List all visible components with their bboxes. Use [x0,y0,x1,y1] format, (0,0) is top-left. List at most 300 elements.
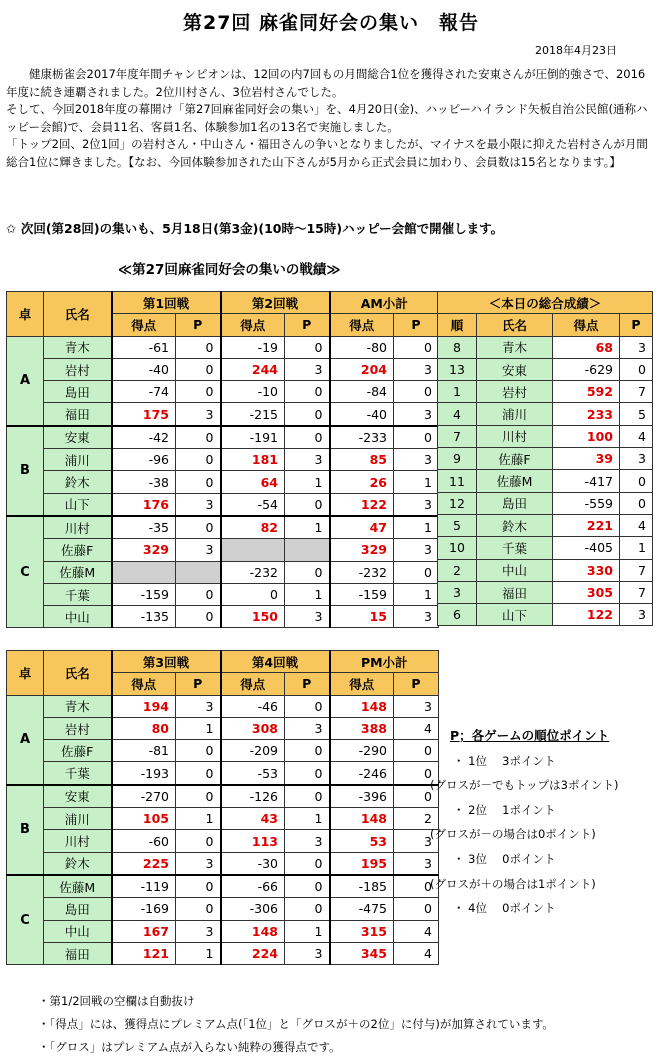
player-name-cell: 青木 [44,336,112,358]
player-name-cell: 島田 [44,381,112,403]
player-name-cell: 島田 [477,492,553,514]
subtotal-points-cell: 3 [394,539,439,561]
next-meeting-announcement: ✩ 次回(第28回)の集いも、5月18日(第3金)(10時～15時)ハッピー会館で開催します。 [6,221,504,236]
table-row [438,537,653,559]
table-row [7,808,439,830]
table-group-cell: B [7,426,44,516]
total-score-cell: 68 [553,336,620,358]
subtotal-points-cell: 2 [394,808,439,830]
points-cell: 0 [285,561,330,583]
rank-cell: 5 [438,514,477,536]
subtotal-score-cell: -80 [330,336,394,358]
results-title: ≪第27回麻雀同好会の集いの戦績≫ [118,262,341,278]
score-cell: -40 [112,358,176,380]
total-score-cell: 221 [553,514,620,536]
score-cell: 308 [221,717,285,739]
total-score-cell: 100 [553,425,620,447]
points-cell: 0 [285,762,330,785]
points-cell: 0 [285,740,330,762]
score-cell: 148 [221,920,285,942]
total-points-cell: 0 [620,470,653,492]
subtotal-score-cell: -40 [330,403,394,426]
points-cell: 0 [285,493,330,516]
rank-cell: 13 [438,358,477,380]
subtotal-score-cell: -475 [330,898,394,920]
score-cell: -61 [112,336,176,358]
table-row [7,583,439,605]
score-cell: -19 [221,336,285,358]
table-row [438,604,653,626]
score-cell: 194 [112,695,176,717]
player-name-cell: 佐藤M [477,470,553,492]
total-points-cell: 0 [620,358,653,380]
header-subtotal: PM小計 [330,651,439,673]
player-name-cell: 福田 [44,942,112,964]
table-row [438,358,653,380]
score-cell: -53 [221,762,285,785]
score-cell: -126 [221,785,285,808]
legend-line: ・ 1位 3ポイント [453,753,556,768]
table-row [438,559,653,581]
intro-text [6,66,656,171]
points-cell: 3 [285,606,330,628]
am-results-table [6,291,439,628]
header-score: 得点 [330,673,394,695]
points-cell: 0 [176,336,221,358]
total-points-cell: 4 [620,514,653,536]
total-points-cell: 4 [620,425,653,447]
points-cell: 0 [176,875,221,898]
player-name-cell: 川村 [477,425,553,447]
legend-line: ・ 4位 0ポイント [453,901,556,916]
subtotal-score-cell: 329 [330,539,394,561]
player-name-cell: 安東 [477,358,553,380]
header-score: 得点 [112,314,176,336]
score-cell: 121 [112,942,176,964]
points-cell: 0 [176,785,221,808]
table-group-cell: B [7,785,44,875]
subtotal-score-cell: 53 [330,830,394,852]
player-name-cell: 浦川 [44,808,112,830]
subtotal-points-cell: 0 [394,898,439,920]
score-cell: -35 [112,516,176,539]
total-score-cell: 305 [553,581,620,603]
subtotal-score-cell: -185 [330,875,394,898]
subtotal-score-cell: -290 [330,740,394,762]
subtotal-points-cell: 0 [394,336,439,358]
subtotal-score-cell: 345 [330,942,394,964]
points-cell: 0 [176,516,221,539]
total-table-title: ＜本日の総合成績＞ [438,292,653,314]
points-cell: 3 [176,539,221,561]
points-cell: 0 [176,898,221,920]
rank-cell: 8 [438,336,477,358]
score-cell: -81 [112,740,176,762]
table-row [7,403,439,426]
points-cell: 0 [176,762,221,785]
table-row [438,336,653,358]
table-row [7,875,439,898]
score-cell: 64 [221,471,285,493]
score-cell: 244 [221,358,285,380]
table-group-cell: A [7,336,44,426]
total-score-cell: -405 [553,537,620,559]
points-cell: 0 [285,875,330,898]
subtotal-score-cell: 15 [330,606,394,628]
legend-line: ・ 2位 1ポイント [453,802,556,817]
rank-cell: 6 [438,604,477,626]
score-cell: -306 [221,898,285,920]
rank-cell: 9 [438,448,477,470]
score-cell: -191 [221,426,285,449]
score-cell: -66 [221,875,285,898]
header-game3: 第3回戦 [112,651,221,673]
subtotal-score-cell: -159 [330,583,394,605]
subtotal-points-cell: 0 [394,426,439,449]
player-name-cell: 佐藤F [44,539,112,561]
table-row [438,492,653,514]
subtotal-points-cell: 3 [394,830,439,852]
points-cell: 0 [285,336,330,358]
player-name-cell: 中山 [44,606,112,628]
score-cell: 82 [221,516,285,539]
points-cell: 1 [285,583,330,605]
header-score: 得点 [112,673,176,695]
player-name-cell: 浦川 [44,449,112,471]
total-points-cell: 3 [620,336,653,358]
table-row [7,740,439,762]
subtotal-score-cell: 195 [330,852,394,875]
points-cell: 0 [285,852,330,875]
subtotal-points-cell: 0 [394,740,439,762]
score-cell [221,539,285,561]
total-points-cell: 0 [620,492,653,514]
table-row [7,539,439,561]
footnotes [38,990,554,1059]
player-name-cell: 中山 [477,559,553,581]
score-cell: 329 [112,539,176,561]
header-table: 卓 [7,292,44,337]
subtotal-points-cell: 0 [394,381,439,403]
score-cell: -96 [112,449,176,471]
points-cell: 0 [176,606,221,628]
subtotal-score-cell: -396 [330,785,394,808]
table-row [7,852,439,875]
points-cell: 0 [285,695,330,717]
player-name-cell: 山下 [44,493,112,516]
subtotal-points-cell: 4 [394,717,439,739]
points-cell: 0 [176,740,221,762]
score-cell: -42 [112,426,176,449]
score-cell: 105 [112,808,176,830]
table-group-cell: C [7,516,44,628]
legend-line: (グロスが－でもトップは3ポイント) [430,778,619,793]
total-score-cell: 122 [553,604,620,626]
subtotal-score-cell: 85 [330,449,394,471]
points-legend [428,724,618,921]
report-date: 2018年4月23日 [535,44,617,57]
points-cell: 1 [176,717,221,739]
player-name-cell: 青木 [44,695,112,717]
total-points-cell: 1 [620,537,653,559]
score-cell: 43 [221,808,285,830]
table-row [7,785,439,808]
page-title: 第27回 麻雀同好会の集い 報告 [182,12,480,34]
table-row [438,403,653,425]
player-name-cell: 岩村 [44,717,112,739]
score-cell: 176 [112,493,176,516]
points-cell [176,561,221,583]
intro-paragraph: そして、今回2018年度の幕開け「第27回麻雀同好会の集い」を、4月20日(金)、ハッピーハイランド矢板自治公民館(通称ハッピー会館)で、会員11名、客員1名、体験参加1名の13名で実施しました。 [6,102,648,134]
points-cell: 0 [285,381,330,403]
points-cell: 3 [285,449,330,471]
points-cell: 0 [285,898,330,920]
subtotal-score-cell: 47 [330,516,394,539]
player-name-cell: 鈴木 [44,471,112,493]
total-score-cell: -629 [553,358,620,380]
player-name-cell: 佐藤M [44,875,112,898]
table-group-cell: A [7,695,44,785]
score-cell: -232 [221,561,285,583]
table-row [7,898,439,920]
points-cell: 3 [285,830,330,852]
score-cell: 224 [221,942,285,964]
points-cell: 3 [176,493,221,516]
table-row [7,942,439,964]
subtotal-score-cell: -233 [330,426,394,449]
subtotal-points-cell: 1 [394,516,439,539]
score-cell: -74 [112,381,176,403]
points-cell: 3 [176,695,221,717]
player-name-cell: 鈴木 [477,514,553,536]
total-score-cell: 39 [553,448,620,470]
table-row [438,381,653,403]
points-cell: 0 [176,471,221,493]
player-name-cell: 佐藤M [44,561,112,583]
player-name-cell: 佐藤F [477,448,553,470]
total-points-cell: 7 [620,381,653,403]
score-cell: -10 [221,381,285,403]
subtotal-points-cell: 4 [394,942,439,964]
footnote: ・「グロス」はプレミアム点が入らない純粋の獲得点です。 [38,1040,341,1054]
subtotal-points-cell: 0 [394,762,439,785]
points-cell: 3 [176,920,221,942]
score-cell: -169 [112,898,176,920]
subtotal-score-cell: -246 [330,762,394,785]
points-cell: 1 [285,920,330,942]
score-cell: 181 [221,449,285,471]
score-cell: 225 [112,852,176,875]
subtotal-points-cell: 3 [394,403,439,426]
footnote: ・第1/2回戦の空欄は自動抜け [38,994,195,1008]
subtotal-score-cell: 122 [330,493,394,516]
points-cell: 3 [285,717,330,739]
table-row [7,695,439,717]
points-cell: 0 [176,449,221,471]
player-name-cell: 岩村 [44,358,112,380]
subtotal-points-cell: 0 [394,875,439,898]
subtotal-score-cell: -84 [330,381,394,403]
legend-line: (グロスが＋の場合は1ポイント) [430,876,596,891]
header-points: P [394,673,439,695]
points-cell: 1 [285,471,330,493]
header-table: 卓 [7,651,44,696]
subtotal-points-cell: 3 [394,358,439,380]
player-name-cell: 福田 [477,581,553,603]
score-cell: 150 [221,606,285,628]
rank-cell: 7 [438,425,477,447]
score-cell: -270 [112,785,176,808]
score-cell: -119 [112,875,176,898]
player-name-cell: 山下 [477,604,553,626]
score-cell: 0 [221,583,285,605]
header-game4: 第4回戦 [221,651,330,673]
subtotal-points-cell: 3 [394,852,439,875]
points-cell: 1 [285,808,330,830]
score-cell: -60 [112,830,176,852]
player-name-cell: 青木 [477,336,553,358]
header-score: 得点 [221,314,285,336]
subtotal-points-cell: 1 [394,583,439,605]
player-name-cell: 浦川 [477,403,553,425]
score-cell: 113 [221,830,285,852]
points-cell: 0 [285,785,330,808]
points-cell: 0 [176,381,221,403]
score-cell: -209 [221,740,285,762]
header-name: 氏名 [477,314,553,336]
points-cell: 0 [176,358,221,380]
points-cell: 1 [176,808,221,830]
score-cell: -30 [221,852,285,875]
player-name-cell: 福田 [44,403,112,426]
points-cell: 0 [176,830,221,852]
header-points: P [285,314,330,336]
intro-paragraph: 「トップ2回、2位1回」の岩村さん・中山さん・福田さんの争いとなりましたが、マイナスを最小限に抑えた岩村さんが月間総合1位に輝きました。【なお、今回体験参加された山下さんが5月から正式会員に加わり、会員数は15名となります。】 [6,137,648,169]
points-cell: 0 [285,426,330,449]
rank-cell: 3 [438,581,477,603]
header-name: 氏名 [44,292,112,337]
table-row [7,471,439,493]
table-row [7,381,439,403]
table-row [438,425,653,447]
points-cell: 3 [285,942,330,964]
points-cell: 0 [176,426,221,449]
table-row [7,762,439,785]
table-row [7,830,439,852]
score-cell: 80 [112,717,176,739]
pm-results-table [6,650,439,965]
header-name: 氏名 [44,651,112,696]
player-name-cell: 島田 [44,898,112,920]
total-points-cell: 3 [620,604,653,626]
total-score-cell: 233 [553,403,620,425]
total-score-cell: 592 [553,381,620,403]
points-cell: 3 [285,358,330,380]
table-row [438,470,653,492]
table-row [438,448,653,470]
player-name-cell: 安東 [44,426,112,449]
score-cell: -159 [112,583,176,605]
player-name-cell: 佐藤F [44,740,112,762]
rank-cell: 10 [438,537,477,559]
total-points-cell: 5 [620,403,653,425]
header-game1: 第1回戦 [112,292,221,314]
player-name-cell: 千葉 [44,762,112,785]
legend-line: (グロスが－の場合は0ポイント) [430,827,596,842]
table-row [7,426,439,449]
subtotal-score-cell: 315 [330,920,394,942]
subtotal-points-cell: 0 [394,561,439,583]
table-row [7,516,439,539]
subtotal-score-cell: 26 [330,471,394,493]
table-row [7,358,439,380]
points-cell: 1 [285,516,330,539]
legend-title: P；各ゲームの順位ポイント [450,728,610,743]
total-results-table [437,291,653,626]
score-cell: -193 [112,762,176,785]
score-cell: -54 [221,493,285,516]
subtotal-points-cell: 3 [394,695,439,717]
score-cell: -215 [221,403,285,426]
table-row [7,561,439,583]
header-subtotal: AM小計 [330,292,439,314]
total-score-cell: -559 [553,492,620,514]
subtotal-points-cell: 0 [394,785,439,808]
rank-cell: 11 [438,470,477,492]
header-points: P [620,314,653,336]
subtotal-points-cell: 3 [394,493,439,516]
subtotal-points-cell: 4 [394,920,439,942]
subtotal-score-cell: 204 [330,358,394,380]
table-row [7,449,439,471]
player-name-cell: 千葉 [477,537,553,559]
table-row [438,514,653,536]
header-rank: 順 [438,314,477,336]
subtotal-score-cell: 148 [330,695,394,717]
player-name-cell: 千葉 [44,583,112,605]
intro-paragraph: 健康栃雀会2017年度年間チャンピオンは、12回の内7回もの月間総合1位を獲得された安東さんが圧倒的強さで、2016年度に続き連覇されました。2位川村さん、3位岩村さんでした。 [6,67,646,99]
points-cell: 0 [285,403,330,426]
table-row [7,606,439,628]
subtotal-points-cell: 1 [394,471,439,493]
header-points: P [394,314,439,336]
table-row [7,717,439,739]
table-group-cell: C [7,875,44,965]
player-name-cell: 岩村 [477,381,553,403]
subtotal-score-cell: 388 [330,717,394,739]
points-cell: 1 [176,942,221,964]
points-cell: 3 [176,852,221,875]
subtotal-points-cell: 3 [394,606,439,628]
player-name-cell: 川村 [44,516,112,539]
points-cell: 3 [176,403,221,426]
rank-cell: 4 [438,403,477,425]
total-score-cell: 330 [553,559,620,581]
total-score-cell: -417 [553,470,620,492]
rank-cell: 2 [438,559,477,581]
legend-line: ・ 3位 0ポイント [453,851,556,866]
total-points-cell: 7 [620,559,653,581]
subtotal-score-cell: -232 [330,561,394,583]
header-score: 得点 [221,673,285,695]
header-points: P [176,314,221,336]
points-cell [285,539,330,561]
header-game2: 第2回戦 [221,292,330,314]
score-cell: -38 [112,471,176,493]
score-cell: 175 [112,403,176,426]
rank-cell: 1 [438,381,477,403]
header-score: 得点 [553,314,620,336]
